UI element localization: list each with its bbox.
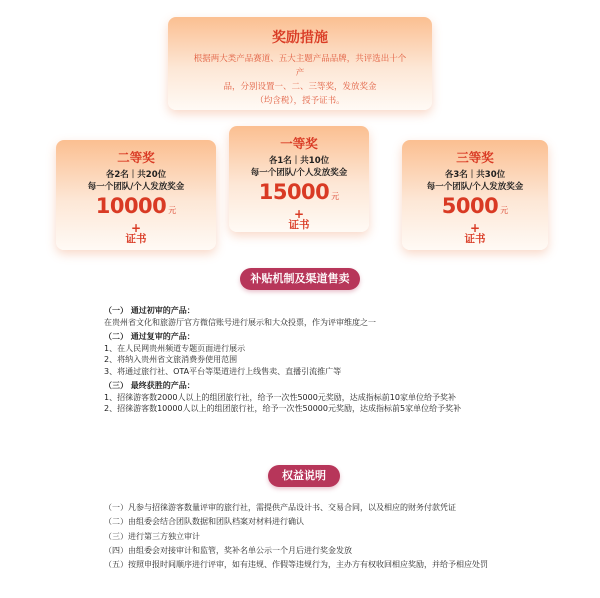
subsidy-item: 3、将通过旅行社、OTA平台等渠道进行上线售卖、直播引流推广等 [104, 366, 342, 376]
certificate-label: 证书 [464, 233, 486, 245]
rights-section-title: 权益说明 [268, 465, 340, 487]
certificate-label: 证书 [125, 233, 147, 245]
description-line: （均含税），授予证书。 [255, 96, 345, 106]
subsidy-item: 1、招徕游客数2000人以上的组团旅行社，给予一次性5000元奖励，达成指标前10家单位给予奖补 [104, 392, 456, 402]
subsidy-heading: （一） 通过初审的产品： [104, 306, 195, 315]
plus-sign: + [130, 221, 142, 235]
second-prize-card [56, 140, 216, 250]
prize-amount [229, 180, 369, 209]
description-line: 根据两大类产品赛道、五大主题产品品牌，共评选出十个产 [193, 54, 407, 78]
prize-amount [402, 194, 548, 223]
rights-item: （一）凡参与招徕游客数量评审的旅行社，需提供产品设计书、交易合同，以及相应的财务付款凭证 [104, 503, 456, 512]
reward-measures-card [168, 17, 432, 110]
prize-amount-value: 10000 [95, 194, 167, 218]
prize-count: 各3名｜共30位 [444, 170, 506, 180]
prize-count: 各1名｜共10位 [268, 156, 330, 166]
plus-sign: + [469, 221, 481, 235]
prize-note: 每一个团队/个人发放奖金 [426, 182, 524, 192]
certificate-label: 证书 [288, 219, 310, 231]
subsidy-section-body [104, 305, 461, 415]
third-prize-card [402, 140, 548, 250]
subsidy-heading: （三） 最终获胜的产品： [104, 381, 195, 390]
prize-note: 每一个团队/个人发放奖金 [87, 182, 185, 192]
prize-amount-unit: 元 [168, 206, 177, 215]
reward-measures-description [168, 52, 432, 108]
subsidy-item: 2、招徕游客数10000人以上的组团旅行社，给予一次性50000元奖励，达成指标前5家单位给予奖补 [104, 404, 462, 413]
subsidy-item: 1、在人民网贵州频道专题页面进行展示 [104, 343, 246, 353]
prize-amount-unit: 元 [500, 206, 509, 215]
prize-rank: 一等奖 [280, 136, 318, 151]
description-line: 品，分别设置一、二、三等奖，发放奖金 [223, 82, 377, 92]
first-prize-card [229, 126, 369, 232]
prize-rank: 三等奖 [456, 150, 494, 165]
rights-section-body [104, 502, 488, 573]
subsidy-heading: （二） 通过复审的产品： [104, 332, 195, 341]
prize-amount-unit: 元 [331, 192, 340, 201]
prize-count: 各2名｜共20位 [105, 170, 167, 180]
subsidy-item: 在贵州省文化和旅游厅官方微信账号进行展示和大众投票，作为评审维度之一 [104, 317, 376, 327]
rights-item: （二）由组委会结合团队数据和团队档案对材料进行确认 [104, 517, 304, 527]
prize-amount-value: 5000 [441, 194, 499, 218]
plus-sign: + [293, 207, 305, 221]
reward-measures-title: 奖励措施 [272, 30, 328, 46]
rights-item: （三）进行第三方独立审计 [104, 531, 200, 541]
prize-rank: 二等奖 [117, 150, 155, 165]
rights-item: （四）由组委会对接审计和监管，奖补名单公示一个月后进行奖金发放 [104, 545, 352, 555]
prize-amount [56, 194, 216, 223]
subsidy-section-title: 补贴机制及渠道售卖 [240, 268, 360, 290]
subsidy-item: 2、将纳入贵州省文旅消费券使用范围 [104, 355, 238, 364]
rights-item: （五）按照申报时间顺序进行评审，如有违规、作假等违规行为，主办方有权收回相应奖励，并给予相应处罚 [104, 560, 488, 570]
prize-amount-value: 15000 [258, 180, 330, 204]
prize-note: 每一个团队/个人发放奖金 [250, 168, 348, 178]
